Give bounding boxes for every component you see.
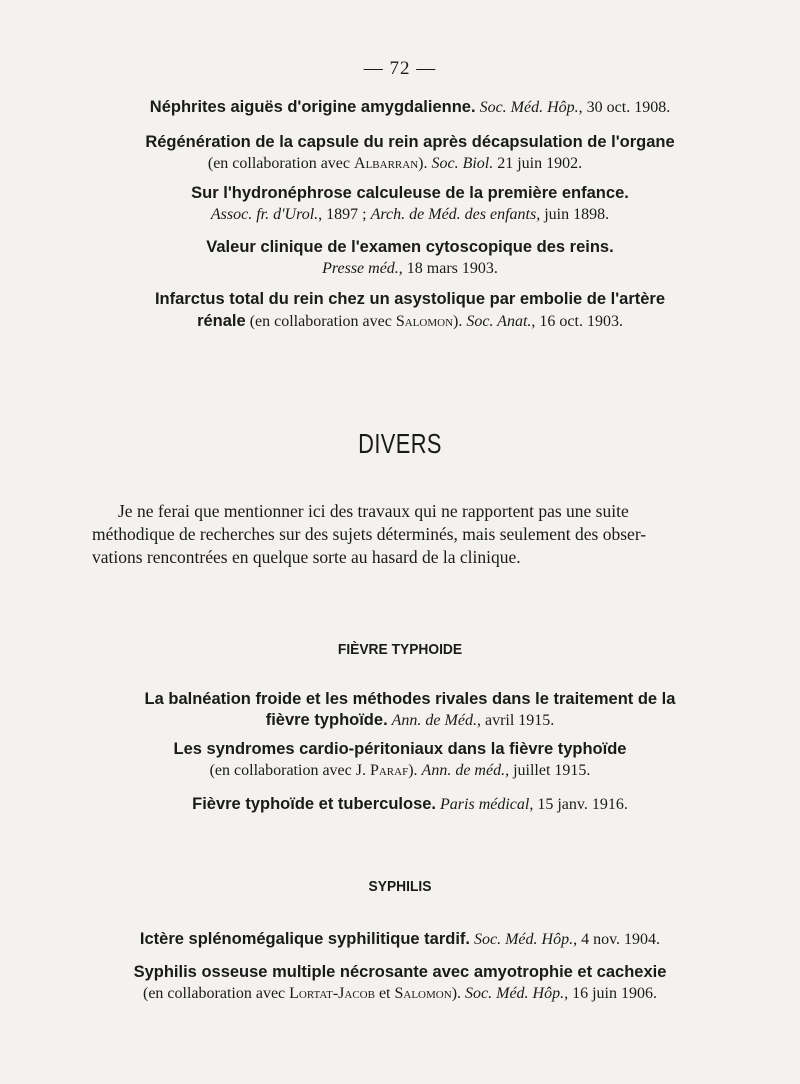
entry-regeneration bbox=[0, 133, 800, 173]
entry-date: , 15 janv. 1916. bbox=[529, 796, 628, 813]
entry-journal-2: Arch. de Méd. des enfants bbox=[370, 206, 537, 223]
collab-name: Albarran bbox=[354, 155, 419, 172]
entry-infarctus bbox=[0, 290, 800, 331]
entry-year: , 1897 ; bbox=[318, 206, 371, 223]
collab-prefix: (en collaboration avec bbox=[207, 155, 355, 172]
entry-tuberculose bbox=[0, 795, 800, 814]
entry-hydronephrose bbox=[0, 184, 800, 224]
entry-date: , 16 oct. 1903. bbox=[531, 313, 623, 330]
paragraph-line: Je ne ferai que mentionner ici des travaux qui ne rapportent pas une suite bbox=[118, 501, 629, 521]
entry-title: Régénération de la capsule du rein après décapsulation de l'organe bbox=[145, 133, 675, 151]
collab-name-1: Lortat-Jacob bbox=[289, 985, 375, 1002]
entry-cytoscopique bbox=[0, 238, 800, 278]
collab-suffix: ). bbox=[408, 762, 418, 779]
entry-journal: Soc. Méd. Hôp. bbox=[479, 99, 579, 116]
collab-prefix: (en collaboration avec bbox=[143, 985, 290, 1002]
entry-journal: Soc. Anat. bbox=[466, 313, 532, 330]
entry-title-cont: rénale bbox=[197, 312, 246, 330]
collab-joiner: et bbox=[374, 985, 395, 1002]
entry-journal: Presse méd. bbox=[322, 260, 399, 277]
entry-nephrites bbox=[0, 98, 800, 117]
section-heading-typhoide: FIÈVRE TYPHOIDE bbox=[337, 641, 463, 658]
entry-ictere bbox=[0, 930, 800, 949]
entry-date: , 4 nov. 1904. bbox=[573, 931, 661, 948]
collab-name: Paraf bbox=[369, 762, 409, 779]
entry-title-cont: fièvre typhoïde. bbox=[265, 711, 388, 729]
paragraph-line: méthodique de recherches sur des sujets déterminés, mais seulement des obser- bbox=[92, 524, 647, 544]
collab-name-2: Salomon bbox=[394, 985, 452, 1002]
section-heading-divers: DIVERS bbox=[358, 428, 442, 459]
entry-date: , 16 juin 1906. bbox=[564, 985, 657, 1002]
collab-suffix: ). bbox=[418, 155, 428, 172]
collab-suffix: ). bbox=[451, 985, 462, 1002]
collab-prefix: (en collaboration avec J. bbox=[209, 762, 370, 779]
entry-journal: Assoc. fr. d'Urol. bbox=[210, 206, 319, 223]
entry-date: , avril 1915. bbox=[476, 712, 555, 729]
entry-date: , juin 1898. bbox=[536, 206, 610, 223]
section-heading-syphilis: SYPHILIS bbox=[368, 878, 432, 895]
entry-balneation bbox=[0, 690, 800, 730]
collab-suffix: ). bbox=[453, 313, 463, 330]
divers-paragraph bbox=[92, 500, 738, 569]
entry-title: Syphilis osseuse multiple nécrosante avec amyotrophie et cachexie bbox=[133, 963, 667, 981]
entry-title: Sur l'hydronéphrose calculeuse de la première enfance. bbox=[191, 184, 629, 202]
entry-cardio-peritoniaux bbox=[0, 740, 800, 780]
paragraph-line: vations rencontrées en quelque sorte au hasard de la clinique. bbox=[92, 547, 521, 567]
entry-date: 21 juin 1902. bbox=[497, 155, 583, 172]
entry-journal: Ann. de méd. bbox=[421, 762, 506, 779]
collab-name: Salomon bbox=[395, 313, 454, 330]
entry-syphilis-osseuse bbox=[0, 963, 800, 1003]
entry-title: Valeur clinique de l'examen cytoscopique des reins. bbox=[206, 238, 614, 256]
entry-journal: Soc. Biol. bbox=[431, 155, 494, 172]
entry-date: , juillet 1915. bbox=[505, 762, 591, 779]
collab-prefix: (en collaboration avec bbox=[249, 313, 396, 330]
entry-title: Ictère splénomégalique syphilitique tardif. bbox=[139, 930, 470, 948]
entry-title: Néphrites aiguës d'origine amygdalienne. bbox=[149, 98, 476, 116]
entry-journal: Soc. Méd. Hôp. bbox=[465, 985, 565, 1002]
entry-title: Infarctus total du rein chez un asystolique par embolie de l'artère bbox=[154, 290, 666, 308]
entry-date: , 18 mars 1903. bbox=[398, 260, 498, 277]
page-number: — 72 — bbox=[363, 58, 437, 79]
entry-date: , 30 oct. 1908. bbox=[578, 99, 671, 116]
entry-journal: Ann. de Méd. bbox=[391, 712, 477, 729]
entry-journal: Soc. Méd. Hôp. bbox=[474, 931, 574, 948]
entry-title: Fièvre typhoïde et tuberculose. bbox=[192, 795, 437, 813]
entry-title: Les syndromes cardio-péritoniaux dans la fièvre typhoïde bbox=[173, 740, 627, 758]
entry-title: La balnéation froide et les méthodes rivales dans le traitement de la bbox=[144, 690, 676, 708]
entry-journal: Paris médical bbox=[440, 796, 530, 813]
